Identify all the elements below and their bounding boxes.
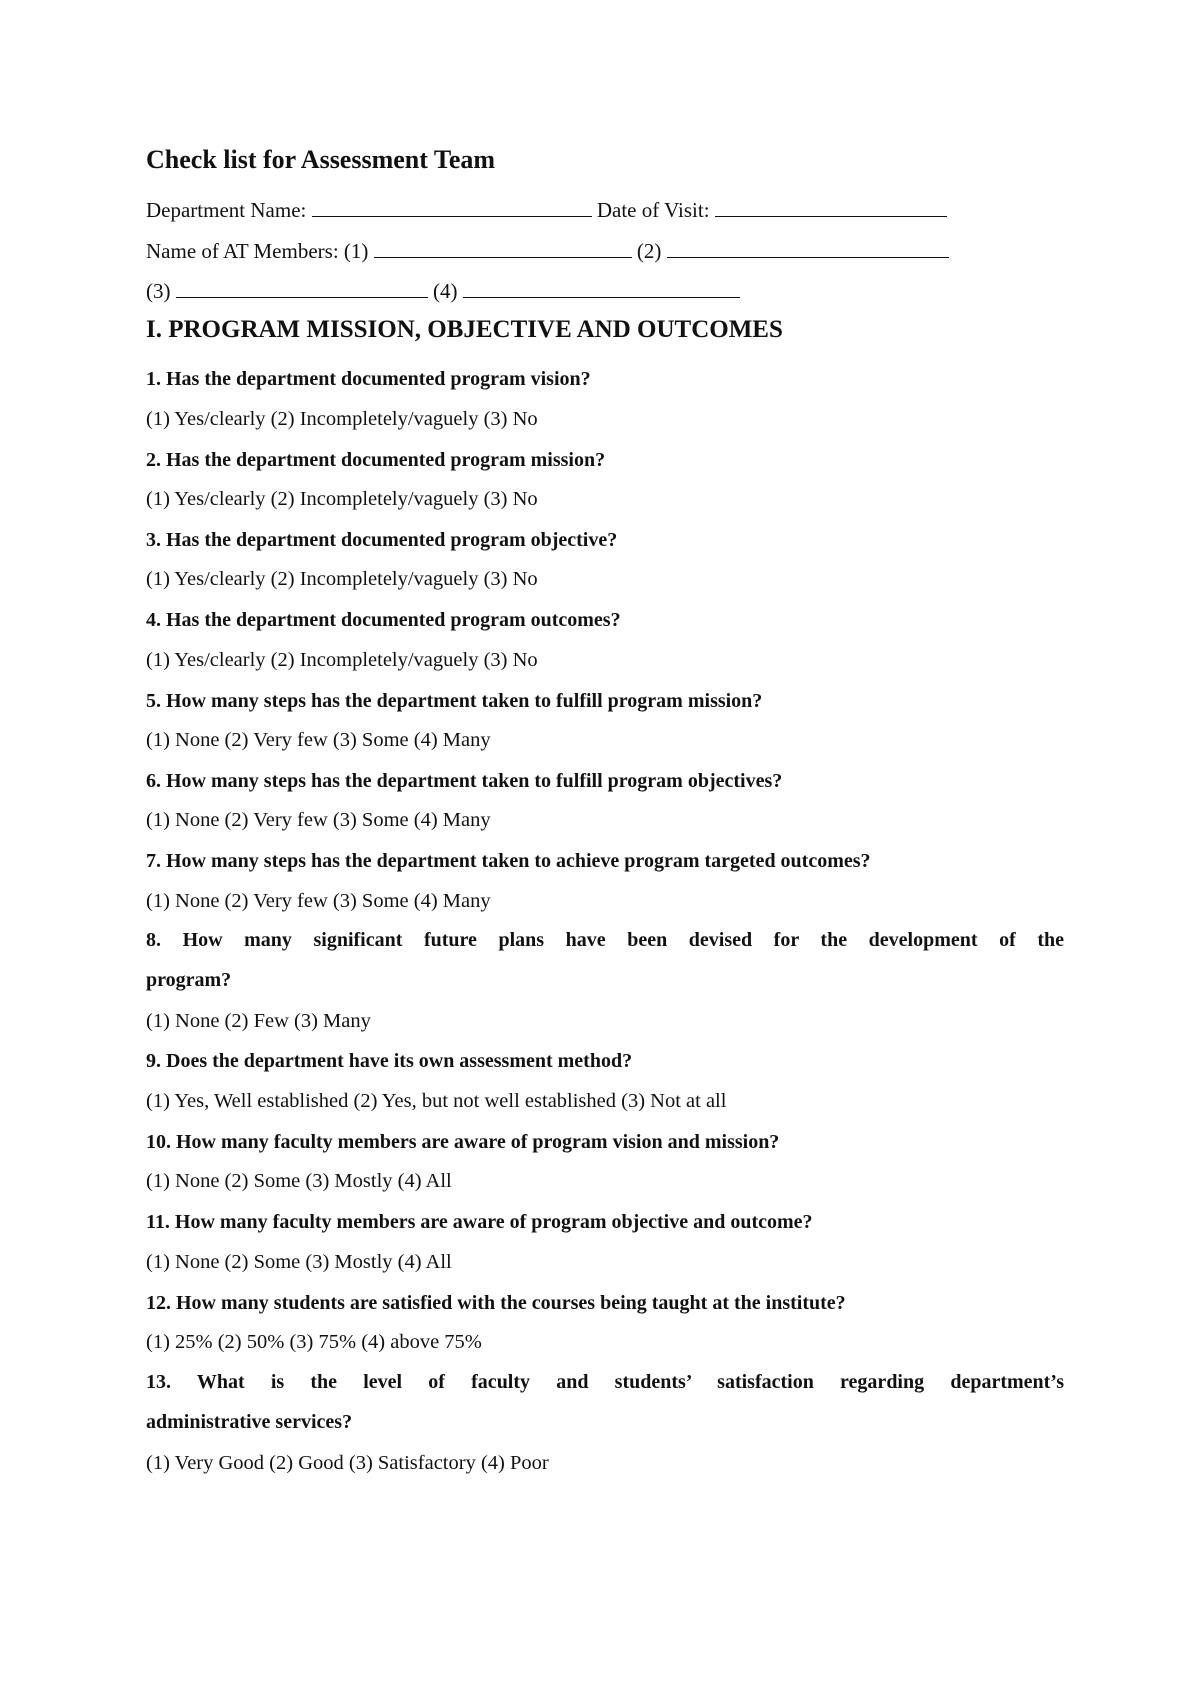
members-row-2 bbox=[146, 277, 740, 304]
question-1: 1. Has the department documented program vision? bbox=[146, 368, 591, 390]
member-1-field[interactable] bbox=[374, 237, 632, 258]
member-4-field[interactable] bbox=[463, 277, 740, 298]
question-4: 4. Has the department documented program outcomes? bbox=[146, 609, 621, 631]
section-title: I. PROGRAM MISSION, OBJECTIVE AND OUTCOMES bbox=[146, 316, 783, 343]
answer-options-5[interactable]: (1) None (2) Very few (3) Some (4) Many bbox=[146, 729, 491, 751]
member-3-label: (3) bbox=[146, 279, 171, 303]
department-label: Department Name: bbox=[146, 198, 307, 222]
question-9: 9. Does the department have its own assessment method? bbox=[146, 1050, 633, 1072]
page-title: Check list for Assessment Team bbox=[146, 145, 496, 174]
question-3: 3. Has the department documented program objective? bbox=[146, 529, 618, 551]
date-of-visit-label: Date of Visit: bbox=[596, 198, 710, 222]
answer-options-6[interactable]: (1) None (2) Very few (3) Some (4) Many bbox=[146, 809, 491, 831]
answer-options-2[interactable]: (1) Yes/clearly (2) Incompletely/vaguely (3) No bbox=[146, 488, 538, 510]
answer-options-4[interactable]: (1) Yes/clearly (2) Incompletely/vaguely (3) No bbox=[146, 649, 538, 671]
question-13 bbox=[146, 1362, 1064, 1442]
answer-options-11[interactable]: (1) None (2) Some (3) Mostly (4) All bbox=[146, 1251, 452, 1273]
answer-options-3[interactable]: (1) Yes/clearly (2) Incompletely/vaguely (3) No bbox=[146, 568, 538, 590]
question-6: 6. How many steps has the department taken to fulfill program objectives? bbox=[146, 770, 783, 792]
answer-options-13[interactable]: (1) Very Good (2) Good (3) Satisfactory (4) Poor bbox=[146, 1452, 549, 1474]
question-11: 11. How many faculty members are aware of program objective and outcome? bbox=[146, 1211, 813, 1233]
answer-options-1[interactable]: (1) Yes/clearly (2) Incompletely/vaguely (3) No bbox=[146, 408, 538, 430]
answer-options-10[interactable]: (1) None (2) Some (3) Mostly (4) All bbox=[146, 1170, 452, 1192]
question-13-line-2: administrative services? bbox=[146, 1411, 353, 1433]
member-2-label: (2) bbox=[636, 239, 662, 263]
question-12: 12. How many students are satisfied with the courses being taught at the institute? bbox=[146, 1292, 846, 1314]
question-8 bbox=[146, 920, 1064, 1000]
answer-options-7[interactable]: (1) None (2) Very few (3) Some (4) Many bbox=[146, 890, 491, 912]
members-label: Name of AT Members: (1) bbox=[146, 239, 369, 263]
member-3-field[interactable] bbox=[176, 277, 428, 298]
question-7: 7. How many steps has the department taken to achieve program targeted outcomes? bbox=[146, 850, 871, 872]
answer-options-8[interactable]: (1) None (2) Few (3) Many bbox=[146, 1010, 371, 1032]
question-10: 10. How many faculty members are aware of program vision and mission? bbox=[146, 1131, 780, 1153]
question-13-line-1: 13. What is the level of faculty and students’ satisfaction regarding department’s bbox=[146, 1371, 1064, 1393]
members-row-1 bbox=[146, 237, 949, 264]
member-2-field[interactable] bbox=[667, 237, 949, 258]
question-2: 2. Has the department documented program mission? bbox=[146, 449, 606, 471]
question-5: 5. How many steps has the department taken to fulfill program mission? bbox=[146, 690, 763, 712]
question-8-line-2: program? bbox=[146, 969, 232, 991]
department-name-field[interactable] bbox=[312, 196, 592, 217]
member-4-label: (4) bbox=[433, 279, 458, 303]
answer-options-9[interactable]: (1) Yes, Well established (2) Yes, but not well established (3) Not at all bbox=[146, 1090, 727, 1112]
answer-options-12[interactable]: (1) 25% (2) 50% (3) 75% (4) above 75% bbox=[146, 1331, 482, 1353]
department-row bbox=[146, 196, 947, 223]
date-of-visit-field[interactable] bbox=[715, 196, 947, 217]
question-8-line-1: 8. How many significant future plans have been devised for the development of the bbox=[146, 929, 1064, 951]
